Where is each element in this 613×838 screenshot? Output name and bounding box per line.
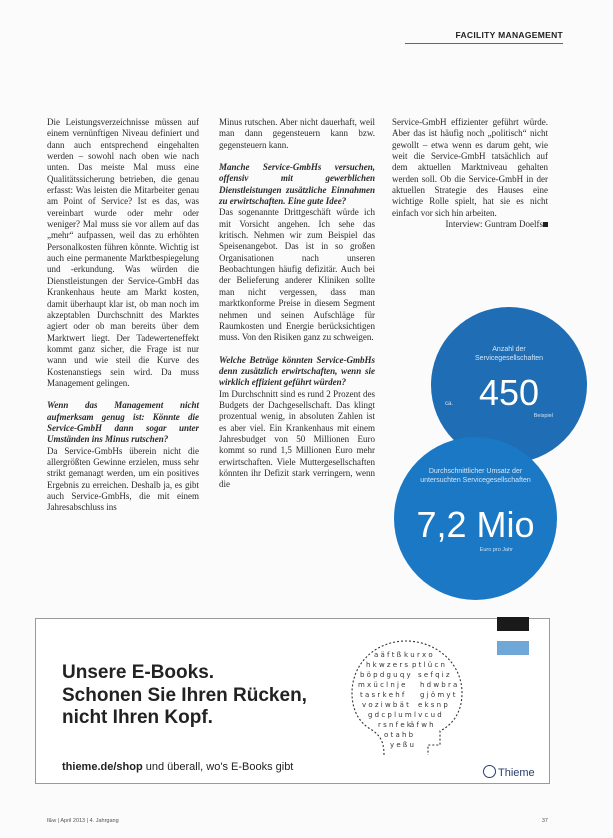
svg-text:y e ß u: y e ß u — [390, 741, 414, 749]
letter-head-illustration-icon — [344, 635, 474, 765]
stat-label: Durchschnittlicher Umsatz der untersuchten Servicegesellschaften — [420, 468, 531, 484]
svg-text:v o z i w b ä t: v o z i w b ä t — [362, 701, 409, 709]
svg-text:k u r x o: k u r x o — [404, 651, 433, 659]
body-paragraph: Minus rutschen. Aber nicht dauerhaft, weil man dann gegensteuern kann bzw. gegensteuern kann. — [219, 117, 375, 150]
svg-text:m x ü c l n j e: m x ü c l n j e — [358, 681, 406, 689]
svg-text:b ö p d g u q y: b ö p d g u q y — [360, 671, 411, 679]
section-title: FACILITY MANAGEMENT — [455, 30, 563, 40]
body-paragraph: Das sogenannte Drittgeschäft würde ich mit Vorsicht angehen. Ich sehe das kritisch. Nehmen wir zum Beispiel das Speisenangebot. Das ist in so großen Organisationen nach unseren Beobachtungen häufig defizitär. Auch bei der Belieferung anderer Kliniken sollte man nicht vergessen, dass man marktkonforme Preise in diesem Segment nehmen und seinen Aufschläge für Raumkosten und Energie berücksichtigen muss. Von den Risiken ganz zu schweigen. — [219, 207, 375, 343]
svg-text:a ä f t ß: a ä f t ß — [374, 651, 402, 659]
stat-suffix: Beispiel — [533, 413, 553, 419]
stat-prefix: ca. — [445, 401, 454, 407]
body-paragraph: Die Leistungsverzeichnisse müssen auf einem vernünftigen Niveau definiert und dann auch entsprechend eingehalten werden – sowohl nach oben wie nach unten. Das meiste Mal muss eine Qualitätssicherung betrieben, die genau erfasst: Was leisten die Mitarbeiter genau am Point of Service? Ist es das, was vereinbart wurde oder mehr oder weniger? Mal muss sie vor allem auf das „mehr“ aufpassen, weil das zu erhöhten Personalkosten führen könnte. Wichtig ist auch eine permanente Marktbespiegelung und -erkundung. Was würden die Dienstleistungen der Service-GmbH das Krankenhaus heute am Markt kosten, damit überhaupt klar ist, ob man noch im akzeptablen Durchschnitt des Marktes agiert oder ob man bereits über dem Marktwert liegt. Der Tadewerteneffekt kommt ganz sicher, die Frage ist nur wann und wie steil die Kurve des Kostenanstiegs sein wird. Da muss Management gelingen. — [47, 117, 199, 388]
svg-text:h d w b r a: h d w b r a — [420, 681, 458, 689]
interview-question: Wenn das Management nicht aufmerksam genug ist: Könnte die Service-GmbH dann sogar unter Umständen ins Minus rutschen? — [47, 400, 199, 445]
author-byline: Interview: Guntram Doelfs — [445, 219, 543, 230]
thieme-logo — [483, 765, 535, 779]
brand-name: Thieme — [498, 767, 535, 779]
text-column-2 — [219, 117, 375, 491]
svg-text:ä f w h: ä f w h — [410, 721, 434, 729]
shop-link-bold[interactable]: thieme.de/shop — [62, 761, 143, 773]
stat-value: 450 — [478, 372, 540, 413]
header-rule — [405, 43, 563, 44]
stat-label: Anzahl der Servicegesellschaften — [474, 346, 544, 362]
thieme-logo-icon — [483, 765, 496, 778]
flag-stripe — [497, 655, 529, 665]
flag-stripe — [497, 631, 529, 641]
flag-stripe — [497, 641, 529, 655]
ad-headline — [62, 662, 307, 730]
svg-text:e k s n p: e k s n p — [418, 701, 448, 709]
ad-headline-line: nicht Ihren Kopf. — [62, 707, 213, 728]
body-paragraph: Im Durchschnitt sind es rund 2 Prozent des Budgets der Dachgesellschaft. Das klingt prozentual wenig, in absoluten Zahlen ist es aber viel. Ein Krankenhaus mit einem Jahresbudget von 50 Millionen Euro kommt so rund 1,5 Millionen Euro mehr erwirtschaften. Viele Muttergesellschaften könnten ihr Defizit stark verringern, wenn die — [219, 388, 375, 490]
ebook-advertisement[interactable] — [35, 618, 550, 784]
svg-text:l v c u d: l v c u d — [414, 711, 442, 719]
svg-text:t a s r k e h f: t a s r k e h f — [360, 691, 405, 699]
svg-text:g j ö m y t: g j ö m y t — [420, 691, 456, 699]
svg-text:r s n f e k: r s n f e k — [378, 721, 411, 729]
flag-stripe — [497, 617, 529, 631]
ad-color-flag — [497, 617, 529, 665]
svg-text:s e f q i z: s e f q i z — [418, 671, 450, 679]
body-paragraph: Da Service-GmbHs überein nicht die allergrößten Gewinne erzielen, muss sehr strikt gemanagt werden, um ein positives Ergebnis zu erreichen. Deshalb ja, es gibt auch Service-GmbHs, die mit einem Jahresabschluss ins — [47, 445, 199, 513]
interview-question: Manche Service-GmbHs versuchen, offensiv mit gewerblichen Dienstleistungen zusätzliche Einnahmen zu erwirtschaften. Eine gute Idee? — [219, 162, 375, 207]
shop-link-rest: und überall, wo's E-Books gibt — [142, 761, 294, 773]
text-column-1 — [47, 117, 199, 514]
body-paragraph: Service-GmbH effizienter geführt würde. Aber das ist häufig noch „politisch“ nicht gewollt – etwa wenn es darum geht, wie weit die Service-GmbH tatsächlich auf dem aktuellen Marktniveau gehalten werden soll. Ob die Service-GmbH in der aktuellen Strategie des Hauses eine wichtige Rolle spielt, hat sie es nicht einfach vor sich hin arbeiten. — [392, 117, 548, 218]
stat-circle-revenue — [394, 437, 557, 600]
stat-value: 7,2 Mio — [416, 504, 535, 545]
svg-text:p t l ü c n: p t l ü c n — [412, 661, 445, 669]
footer-issue: f&w | April 2013 | 4. Jahrgang — [47, 818, 119, 824]
stat-suffix: Euro pro Jahr — [479, 547, 513, 553]
page-number: 37 — [541, 818, 548, 824]
svg-text:h k w z e r s: h k w z e r s — [366, 661, 409, 669]
shop-link[interactable] — [62, 761, 293, 773]
svg-text:o t a h b: o t a h b — [384, 731, 414, 739]
article-end-mark-icon — [543, 222, 548, 227]
ad-headline-line: Unsere E-Books. — [62, 662, 215, 683]
page-footer — [47, 818, 548, 824]
interview-question: Welche Beträge könnten Service-GmbHs denn zusätzlich erwirtschaften, wenn sie wirklich effizient geführt würden? — [219, 354, 375, 388]
ad-headline-line: Schonen Sie Ihren Rücken, — [62, 684, 307, 706]
text-column-3 — [392, 117, 548, 230]
svg-text:g d c p l u m: g d c p l u m — [368, 711, 412, 719]
page-header — [405, 24, 563, 44]
